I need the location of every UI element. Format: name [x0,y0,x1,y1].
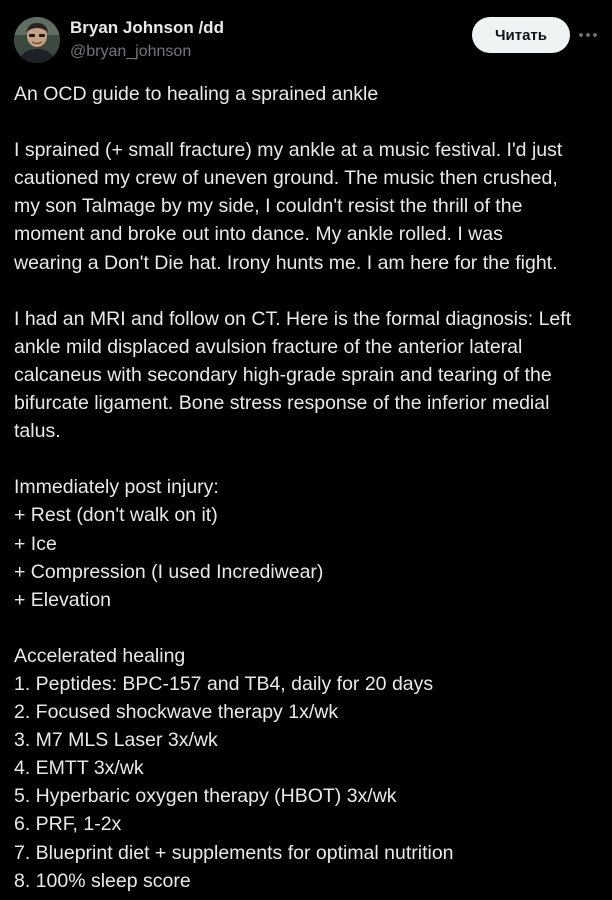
more-options-button[interactable] [570,17,606,53]
diagnosis-line: I had an MRI and follow on CT. Here is the formal diagnosis: Left [14,307,572,330]
tweet-header [0,0,612,75]
post-injury-heading: Immediately post injury: [14,476,219,499]
avatar-photo-icon [14,17,60,63]
paragraph-gap [14,614,606,642]
diagnosis-paragraph [14,305,606,445]
post-injury-item: + Elevation [14,588,112,611]
healing-heading: Accelerated healing [14,644,186,667]
post-title: An OCD guide to healing a sprained ankle [14,83,379,105]
post-injury-item: + Compression (I used Incrediwear) [14,560,324,583]
story-line: cautioned my crew of uneven ground. The music then crushed, [14,167,558,190]
story-line: moment and broke out into dance. My ankle rolled. I was [14,223,503,246]
healing-item: 5. Hyperbaric oxygen therapy (HBOT) 3x/wk [14,785,397,808]
author-names [70,17,224,63]
paragraph-gap [14,445,606,473]
healing-item: 1. Peptides: BPC-157 and TB4, daily for 20 days [14,672,434,695]
healing-item: 7. Blueprint diet + supplements for optimal nutrition [14,841,454,864]
story-paragraph [14,136,606,276]
diagnosis-line: bifurcate ligament. Bone stress response of the inferior medial [14,392,550,415]
healing-item: 4. EMTT 3x/wk [14,757,144,780]
healing-item: 2. Focused shockwave therapy 1x/wk [14,701,339,724]
post-injury-item: + Rest (don't walk on it) [14,504,218,527]
paragraph-gap [14,108,606,136]
healing-item: 6. PRF, 1-2x [14,813,122,836]
story-line: I sprained (+ small fracture) my ankle at a music festival. I'd just [14,139,563,162]
post-injury-item: + Ice [14,532,57,555]
healing-item: 3. M7 MLS Laser 3x/wk [14,729,218,752]
diagnosis-line: calcaneus with secondary high-grade sprain and tearing of the [14,363,552,386]
diagnosis-line: talus. [14,420,61,443]
story-line: wearing a Don't Die hat. Irony hunts me. I am here for the fight. [14,251,558,274]
follow-button[interactable]: Читать [472,17,570,53]
diagnosis-line: ankle mild displaced avulsion fracture of the anterior lateral [14,335,523,358]
healing-item: 8. 100% sleep score [14,869,191,892]
author-handle[interactable]: @bryan_johnson [70,43,192,60]
paragraph-gap [14,277,606,305]
more-dots-icon [570,17,606,53]
story-line: my son Talmage by my side, I couldn't resist the thrill of the [14,195,523,218]
avatar[interactable] [14,17,60,63]
author-display-name[interactable]: Bryan Johnson /dd [70,18,224,37]
tweet-text [14,80,606,895]
